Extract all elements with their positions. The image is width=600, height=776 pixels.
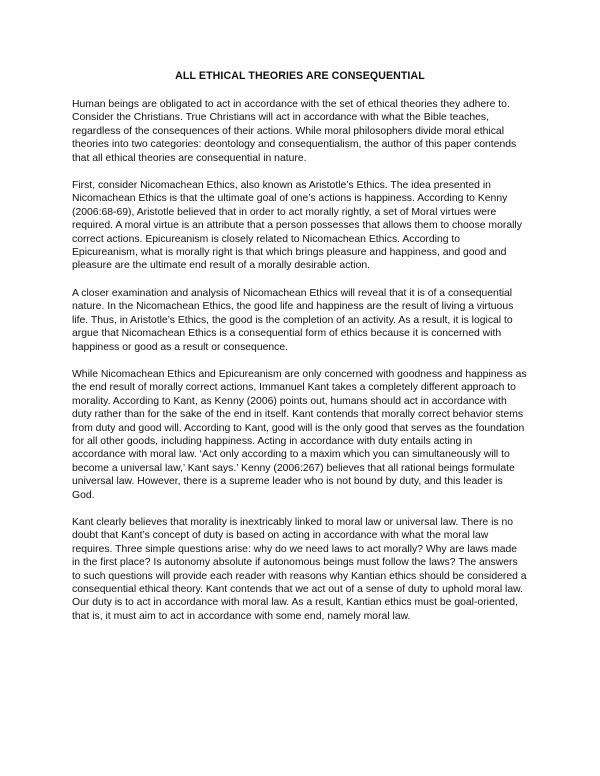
paragraph-kant-duty: While Nicomachean Ethics and Epicureanism are only concerned with goodness and happiness as the end result of morally correct actions, Immanuel Kant takes a completely different approach to morality. According to Kant, as Kenny (2006) points out, humans should act in accordance with duty rather than for the sake of the end in itself. Kant contends that morally correct behavior stems from duty and good will. According to Kant, good will is the only good that serves as the foundation for all other goods, including happiness. Acting in accordance with duty entails acting in accordance with moral law. ‘Act only according to a maxim which you can simultaneously will to become a universal law,’ Kant says.’ Kenny (2006:267) believes that all rational beings formulate universal law. However, there is a supreme leader who is not bound by duty, and this leader is God. bbox=[72, 368, 527, 501]
paragraph-consequential-analysis: A closer examination and analysis of Nicomachean Ethics will reveal that it is of a consequential nature. In the Nicomachean Ethics, the good life and happiness are the result of living a virtuous life. Thus, in Aristotle’s Ethics, the good is the completion of an activity. As a result, it is logical to argue that Nicomachean Ethics is a consequential form of ethics because it is concerned with happiness or good as a result or consequence. bbox=[72, 287, 514, 353]
paragraph-nicomachean-ethics: First, consider Nicomachean Ethics, also known as Aristotle’s Ethics. The idea presented in Nicomachean Ethics is that the ultimate goal of one’s actions is happiness. According to Kenny (2006:68-69), Aristotle believed that in order to act morally rightly, a set of Moral virtues were required. A moral virtue is an attribute that a person possesses that allows them to choose morally correct actions. Epicureanism is closely related to Nicomachean Ethics. According to Epicureanism, what is morally right is that which brings pleasure and happiness, and good and pleasure are the ultimate end result of a morally desirable action. bbox=[72, 180, 522, 272]
document-title: ALL ETHICAL THEORIES ARE CONSEQUENTIAL bbox=[175, 70, 425, 82]
paragraph-intro: Human beings are obligated to act in accordance with the set of ethical theories they adhere to. Consider the Christians. True Christians will act in accordance with what the Bible teaches, regardless of the consequences of their actions. While moral philosophers divide moral ethical theories into two categories: deontology and consequentialism, the author of this paper contends that all ethical theories are consequential in nature. bbox=[72, 99, 517, 164]
paragraph-kant-moral-law: Kant clearly believes that morality is inextricably linked to moral law or universal law. There is no doubt that Kant’s concept of duty is based on acting in accordance with what the moral law requires. Three simple questions arise: why do we need laws to act morally? Why are laws made in the first place? Is autonomy absolute if autonomous beings must follow the laws? The answers to such questions will provide each reader with reasons why Kantian ethics should be considered a consequential ethical theory. Kant contends that we act out of a sense of duty to uphold moral law. Our duty is to act in accordance with moral law. As a result, Kantian ethics must be goal-oriented, that is, it must aim to act in accordance with some end, namely moral law. bbox=[72, 516, 527, 622]
